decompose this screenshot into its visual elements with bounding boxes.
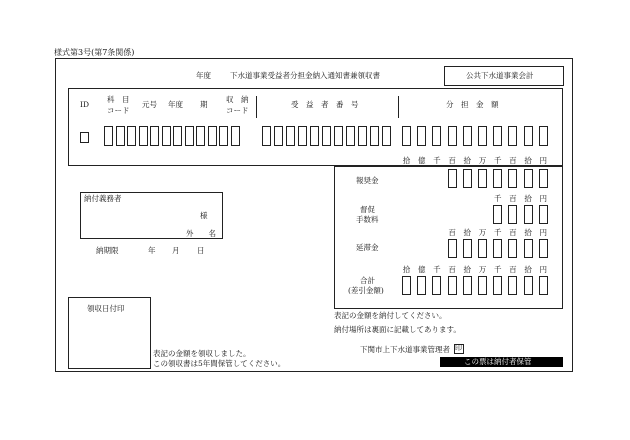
amount-cell[interactable] <box>493 126 502 146</box>
amount-cell[interactable] <box>417 126 426 146</box>
digit-unit-label: 千 <box>493 265 502 274</box>
late-charge-cell[interactable] <box>448 239 457 258</box>
id-checkbox[interactable] <box>80 132 89 143</box>
total-cell[interactable] <box>524 276 533 295</box>
late-charge-cell[interactable] <box>463 239 472 258</box>
seal-mark: 印 <box>455 344 462 352</box>
digit-unit-label: 千 <box>433 265 441 274</box>
amount-cell[interactable] <box>524 126 533 146</box>
header-period: 期 <box>200 100 208 109</box>
beneficiary-cell[interactable] <box>286 126 295 146</box>
digit-unit-label: 千 <box>433 156 441 165</box>
beneficiary-cell[interactable] <box>298 126 307 146</box>
total-cell[interactable] <box>478 276 487 295</box>
total-cell[interactable] <box>463 276 472 295</box>
digit-unit-label: 千 <box>493 228 502 237</box>
amount-cell[interactable] <box>402 126 411 146</box>
beneficiary-cell[interactable] <box>346 126 355 146</box>
digit-unit-label: 円 <box>539 156 548 165</box>
reward-cell[interactable] <box>493 169 502 188</box>
digit-unit-label: 億 <box>417 156 426 165</box>
header-separator <box>398 96 399 118</box>
payer-honorific: 様 <box>200 211 208 220</box>
code-cell[interactable] <box>208 126 217 146</box>
beneficiary-cell[interactable] <box>334 126 343 146</box>
digit-unit-label: 百 <box>509 194 517 203</box>
digit-unit-label: 拾 <box>402 156 411 165</box>
code-cell[interactable] <box>196 126 205 146</box>
digit-unit-label: 円 <box>539 265 548 274</box>
reward-cell[interactable] <box>478 169 487 188</box>
dunning-fee-cell[interactable] <box>493 205 502 224</box>
header-receipt-code-2: コード <box>226 106 249 115</box>
deadline-month: 月 <box>172 246 180 255</box>
total-cell[interactable] <box>508 276 517 295</box>
digit-unit-label: 拾 <box>402 265 411 274</box>
header-subject-code-2: コード <box>107 106 130 115</box>
form-number: 様式第3号(第7条関係) <box>54 48 135 57</box>
amount-cell[interactable] <box>539 126 548 146</box>
copy-label-text: この票は納付者保管 <box>464 357 532 366</box>
code-cell[interactable] <box>139 126 148 146</box>
total-cell[interactable] <box>539 276 548 295</box>
account-name: 公共下水道事業会計 <box>466 71 534 80</box>
digit-unit-label: 拾 <box>463 156 472 165</box>
pay-notice: 表記の金額を納付してください。 <box>334 311 447 320</box>
issuer-name: 下関市上下水道事業管理者 <box>360 345 450 354</box>
header-id: ID <box>80 100 89 109</box>
amount-cell[interactable] <box>478 126 487 146</box>
header-subject-code-1: 科 目 <box>107 95 130 104</box>
amount-cell[interactable] <box>448 126 457 146</box>
amount-cell[interactable] <box>508 126 517 146</box>
code-cell[interactable] <box>116 126 125 146</box>
code-cell[interactable] <box>185 126 194 146</box>
digit-unit-label: 万 <box>478 228 487 237</box>
digit-unit-label: 百 <box>448 265 456 274</box>
beneficiary-cell[interactable] <box>310 126 319 146</box>
amount-cell[interactable] <box>432 126 441 146</box>
reward-label: 報奨金 <box>356 176 379 185</box>
digit-unit-label: 拾 <box>463 265 472 274</box>
total-cell[interactable] <box>432 276 441 295</box>
digit-unit-label: 拾 <box>524 265 532 274</box>
digit-unit-label: 百 <box>509 265 517 274</box>
dunning-fee-cell[interactable] <box>539 205 548 224</box>
deadline-label: 納期限 <box>96 246 119 255</box>
beneficiary-cell[interactable] <box>262 126 271 146</box>
late-charge-cell[interactable] <box>493 239 502 258</box>
deadline-year: 年 <box>148 246 156 255</box>
digit-unit-label: 円 <box>539 228 548 237</box>
digit-unit-label: 拾 <box>524 194 532 203</box>
digit-unit-label: 拾 <box>463 228 472 237</box>
total-cell[interactable] <box>402 276 411 295</box>
receipt-notice: 表記の金額を領収しました。 <box>153 349 251 358</box>
reward-cell[interactable] <box>508 169 517 188</box>
reward-cell[interactable] <box>539 169 548 188</box>
total-cell[interactable] <box>448 276 457 295</box>
code-cell[interactable] <box>219 126 228 146</box>
header-amount: 分 担 金 額 <box>446 100 499 109</box>
header-beneficiary-number: 受 益 者 番 号 <box>291 100 359 109</box>
digit-unit-label: 百 <box>448 156 456 165</box>
amount-cell[interactable] <box>463 126 472 146</box>
digit-unit-label: 拾 <box>524 156 532 165</box>
header-separator <box>256 96 257 118</box>
code-cell[interactable] <box>173 126 182 146</box>
beneficiary-cell[interactable] <box>274 126 283 146</box>
code-cell[interactable] <box>104 126 113 146</box>
dunning-fee-label-2: 手数料 <box>356 215 379 224</box>
reward-cell[interactable] <box>463 169 472 188</box>
header-receipt-code-1: 収 納 <box>226 95 249 104</box>
code-cell[interactable] <box>150 126 159 146</box>
total-cell[interactable] <box>493 276 502 295</box>
header-fiscal-year: 年度 <box>168 100 183 109</box>
total-label-2: (差引金額) <box>348 286 384 295</box>
year-label: 年度 <box>196 71 211 80</box>
dunning-fee-cell[interactable] <box>524 205 533 224</box>
late-charge-cell[interactable] <box>539 239 548 258</box>
late-charge-label: 延滞金 <box>356 243 379 252</box>
beneficiary-cell[interactable] <box>382 126 391 146</box>
place-notice: 納付場所は裏面に記載してあります。 <box>334 325 461 334</box>
digit-unit-label: 拾 <box>524 228 532 237</box>
late-charge-cell[interactable] <box>478 239 487 258</box>
digit-unit-label: 億 <box>417 265 426 274</box>
digit-unit-label: 百 <box>509 228 517 237</box>
late-charge-cell[interactable] <box>508 239 517 258</box>
reward-cell[interactable] <box>448 169 457 188</box>
dunning-fee-cell[interactable] <box>508 205 517 224</box>
digit-unit-label: 千 <box>493 156 502 165</box>
receipt-stamp-label: 領収日付印 <box>87 304 125 313</box>
total-label-1: 合計 <box>360 276 375 285</box>
digit-unit-label: 千 <box>493 194 502 203</box>
code-cell[interactable] <box>162 126 171 146</box>
retention-notice: この領収書は5年間保管してください。 <box>153 359 286 368</box>
code-cell[interactable] <box>231 126 240 146</box>
digit-unit-label: 万 <box>478 265 487 274</box>
header-gengo: 元号 <box>142 100 157 109</box>
deadline-day: 日 <box>197 246 205 255</box>
payer-others: 外 名 <box>186 229 216 238</box>
beneficiary-cell[interactable] <box>358 126 367 146</box>
dunning-fee-label-1: 督促 <box>360 205 375 214</box>
digit-unit-label: 百 <box>448 228 456 237</box>
reward-cell[interactable] <box>524 169 533 188</box>
form-title: 下水道事業受益者分担金納入通知書兼領収書 <box>230 71 380 80</box>
code-cell[interactable] <box>127 126 136 146</box>
beneficiary-cell[interactable] <box>322 126 331 146</box>
beneficiary-cell[interactable] <box>370 126 379 146</box>
digit-unit-label: 万 <box>478 156 487 165</box>
late-charge-cell[interactable] <box>524 239 533 258</box>
digit-unit-label: 百 <box>509 156 517 165</box>
total-cell[interactable] <box>417 276 426 295</box>
payer-label: 納付義務者 <box>84 194 122 203</box>
digit-unit-label: 円 <box>539 194 548 203</box>
